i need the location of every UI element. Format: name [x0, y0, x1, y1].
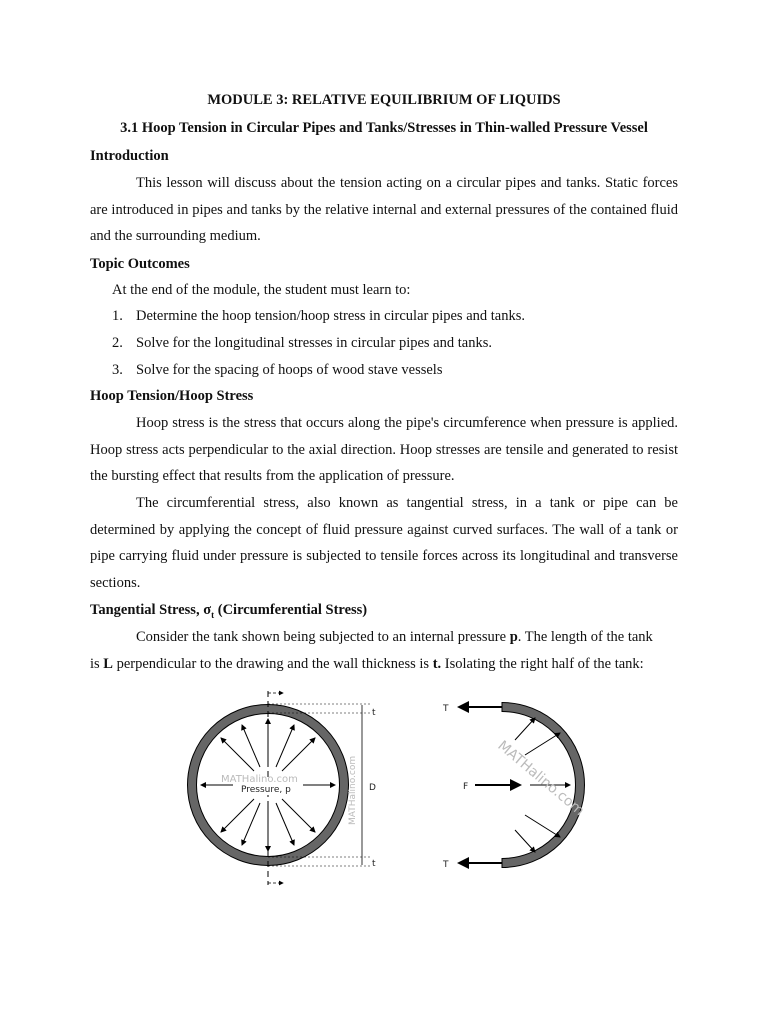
outcomes-lead: At the end of the module, the student must learn to: [112, 282, 411, 298]
tension-label-bottom: T [443, 860, 449, 870]
watermark-curved: MATHalino.com [494, 737, 588, 820]
tangential-line-1: Consider the tank shown being subjected to an internal pressure p. The length of the tank [136, 629, 653, 645]
list-item: 3. Solve for the spacing of hoops of wood stave vessels [112, 362, 443, 378]
introduction-paragraph: This lesson will discuss about the tension acting on a circular pipes and tanks. Static forces are introduced in pipes and tanks by the relative internal and external pressures of the contained fluid and the surrounding medium. [90, 175, 678, 245]
list-item: 1. Determine the hoop tension/hoop stress in circular pipes and tanks. [112, 308, 525, 324]
watermark-vertical: MATHalino.com [348, 755, 358, 825]
tangential-stress-heading: Tangential Stress, $\sigma_t$ (Circumferential Stress) [90, 602, 368, 620]
pressure-vessel-diagram [175, 685, 595, 900]
hoop-paragraph-2: The circumferential stress, also known as tangential stress, in a tank or pipe can be determined by applying the concept of fluid pressure against curved surfaces. The wall of a tank or pipe carrying fluid under pressure is subjected to tensile forces across its longitudinal and transverse sections. [90, 495, 678, 592]
module-title: MODULE 3: RELATIVE EQUILIBRIUM OF LIQUIDS [207, 92, 561, 108]
thickness-label-top: t [372, 708, 376, 718]
diameter-label: D [369, 783, 376, 793]
hoop-tension-heading: Hoop Tension/Hoop Stress [90, 388, 254, 404]
thickness-label-bottom: t [372, 859, 376, 869]
pressure-label: Pressure, p [241, 785, 291, 795]
introduction-heading: Introduction [90, 148, 169, 164]
force-label: F [463, 782, 469, 792]
tangential-line-2: is L perpendicular to the drawing and the wall thickness is t. Isolating the right half of the tank: [90, 656, 644, 672]
hoop-stress-figure [175, 685, 595, 900]
hoop-paragraph-1: Hoop stress is the stress that occurs along the pipe's circumference when pressure is applied. Hoop stress acts perpendicular to the axial direction. Hoop stresses are tensile and generated to resist the bursting effect that results from the application of pressure. [90, 415, 678, 485]
list-item: 2. Solve for the longitudinal stresses in circular pipes and tanks. [112, 335, 492, 351]
topic-outcomes-heading: Topic Outcomes [90, 256, 190, 272]
watermark: MATHalino.com [221, 774, 298, 785]
section-title: 3.1 Hoop Tension in Circular Pipes and Tanks/Stresses in Thin-walled Pressure Vessel [120, 120, 648, 136]
tension-label-top: T [443, 704, 449, 714]
